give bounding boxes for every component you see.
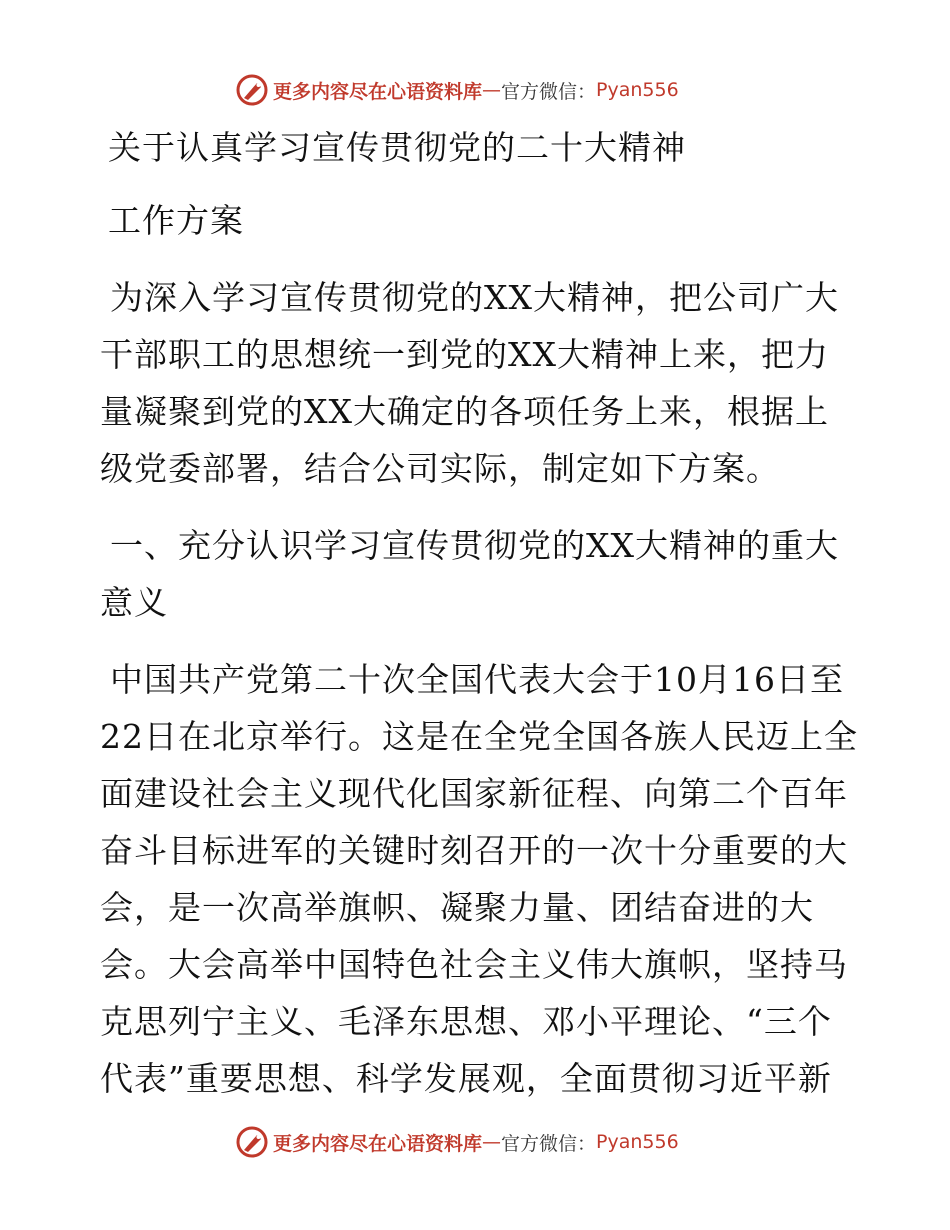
section-heading: 一、充分认识学习宣传贯彻党的XX大精神的重大 xyxy=(110,526,839,565)
watermark-separator: — xyxy=(482,1131,502,1153)
document-subtitle: 工作方案 xyxy=(108,201,244,240)
watermark-brand: 更多内容尽在心语资料库 xyxy=(273,1132,483,1155)
watermark-separator: — xyxy=(482,79,502,101)
intro-line: 干部职工的思想统一到党的XX大精神上来，把力 xyxy=(100,335,829,374)
watermark-account: Pyan556 xyxy=(596,79,679,101)
document-title: 关于认真学习宣传贯彻党的二十大精神 xyxy=(108,128,686,167)
body-line: 代表”重要思想、科学发展观，全面贯彻习近平新 xyxy=(100,1059,832,1098)
pen-nib-circle-icon xyxy=(235,1125,269,1159)
body-line: 面建设社会主义现代化国家新征程、向第二个百年 xyxy=(100,774,848,813)
section-heading: 意义 xyxy=(100,583,168,622)
body-line: 克思列宁主义、毛泽东思想、邓小平理论、“三个 xyxy=(100,1002,832,1041)
watermark-official-label: 官方微信： xyxy=(501,1132,597,1155)
body-line: 奋斗目标进军的关键时刻召开的一次十分重要的大 xyxy=(100,831,848,870)
intro-line: 为深入学习宣传贯彻党的XX大精神，把公司广大 xyxy=(110,278,839,317)
body-line: 22日在北京举行。这是在全党全国各族人民迈上全 xyxy=(100,717,858,756)
watermark-footer xyxy=(235,1124,715,1160)
watermark-official-label: 官方微信： xyxy=(501,80,597,103)
watermark-header xyxy=(235,72,715,108)
intro-line: 级党委部署，结合公司实际，制定如下方案。 xyxy=(100,449,780,488)
watermark-account: Pyan556 xyxy=(596,1131,679,1153)
body-line: 会，是一次高举旗帜、凝聚力量、团结奋进的大 xyxy=(100,888,814,927)
intro-line: 量凝聚到党的XX大确定的各项任务上来，根据上 xyxy=(100,392,829,431)
body-line: 会。大会高举中国特色社会主义伟大旗帜，坚持马 xyxy=(100,945,848,984)
body-line: 中国共产党第二十次全国代表大会于10月16日至 xyxy=(110,660,844,699)
pen-nib-circle-icon xyxy=(235,73,269,107)
watermark-brand: 更多内容尽在心语资料库 xyxy=(273,80,483,103)
